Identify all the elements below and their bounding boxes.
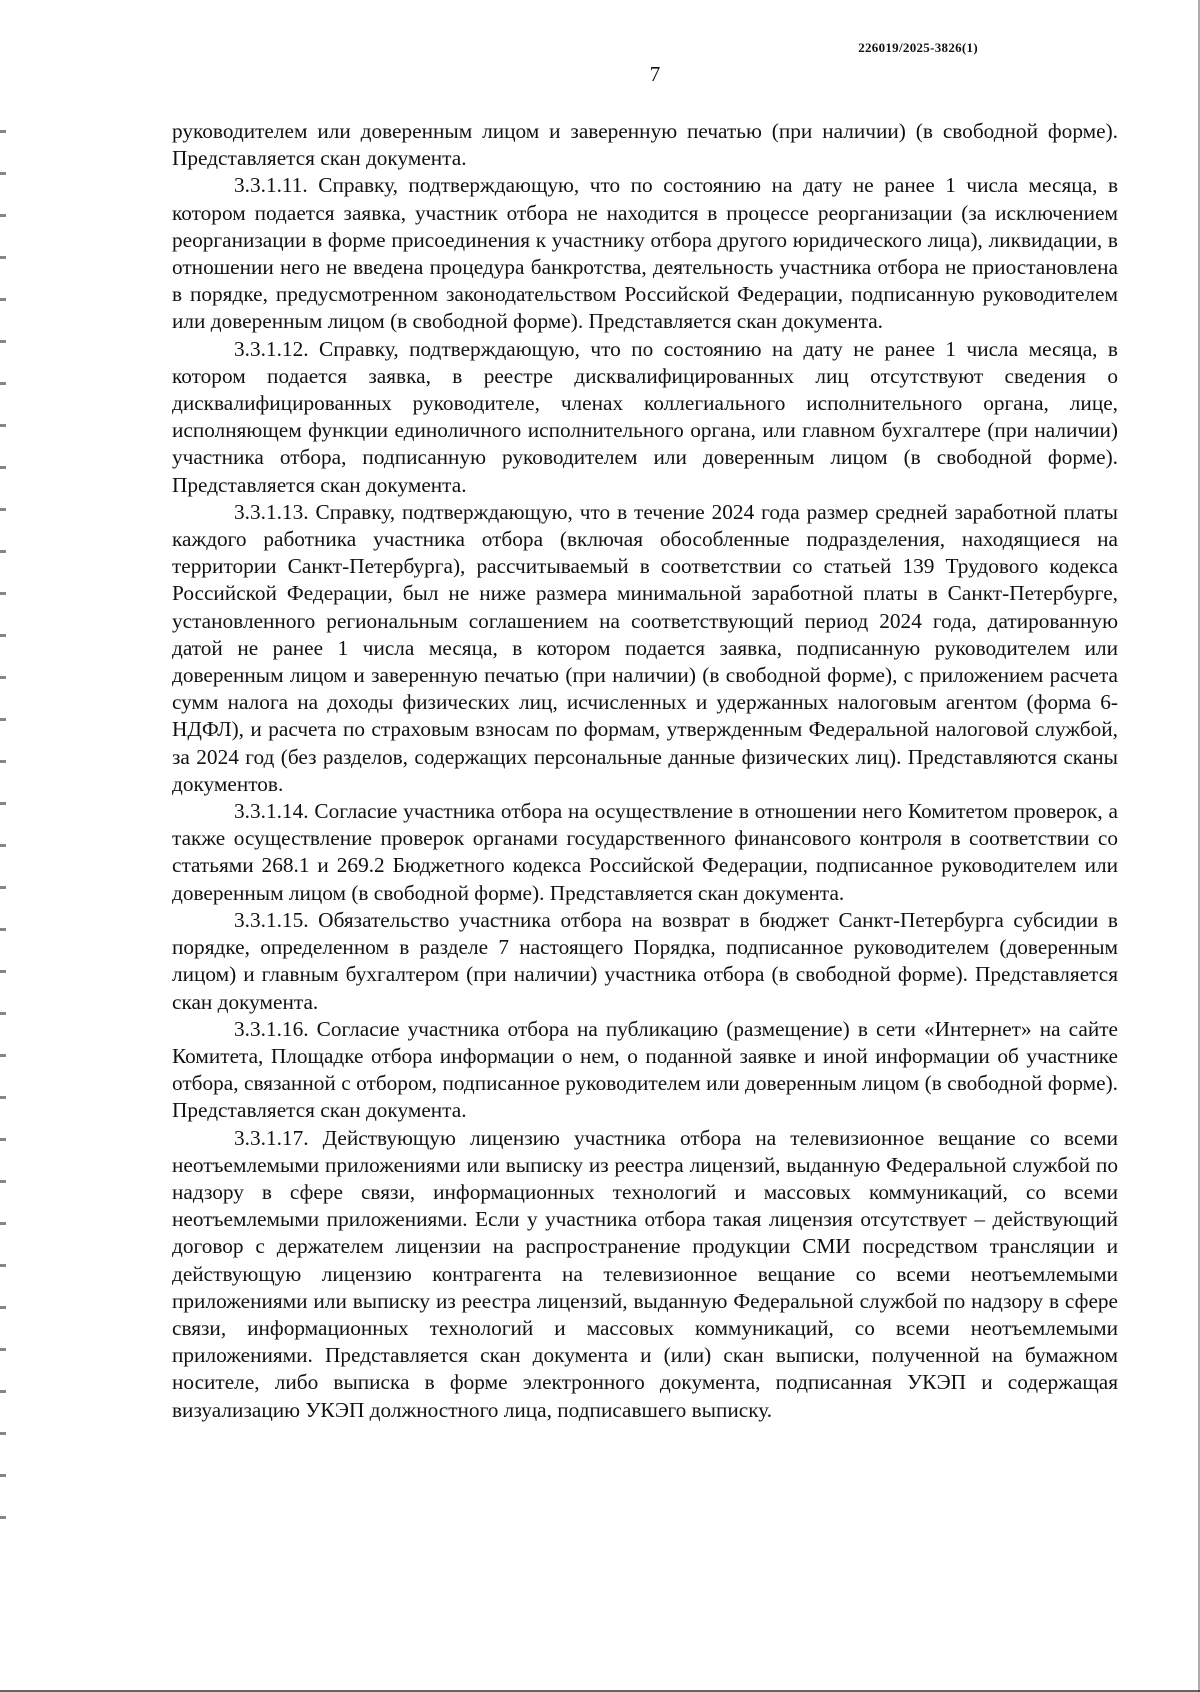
paragraph-3-3-1-11: 3.3.1.11. Справку, подтверждающую, что по состоянию на дату не ранее 1 числа месяца, в котором подается заявка, участник отбора не находится в процессе реорганизации (за исключением реорганизации в форме присоединения к участнику отбора другого юридического лица), ликвидации, в отношении него не введена процедура банкротства, деятельность участника отбора не приостановлена в порядке, предусмотренном законодательством Российской Федерации, подписанную руководителем или доверенным лицом (в свободной форме). Представляется скан документа.	[172, 173, 1118, 334]
paragraph-3-3-1-16: 3.3.1.16. Согласие участника отбора на публикацию (размещение) в сети «Интернет» на сайте Комитета, Площадке отбора информации о нем, о поданной заявке и иной информации об участнике отбора, связанной с отбором, подписанное руководителем или доверенным лицом (в свободной форме). Представляется скан документа.	[172, 1016, 1118, 1123]
document-body	[172, 118, 1118, 1424]
scan-edge-marks	[0, 130, 6, 1550]
document-registration-number: 226019/2025-3826(1)	[858, 40, 978, 55]
paragraph-3-3-1-12: 3.3.1.12. Справку, подтверждающую, что по состоянию на дату не ранее 1 числа месяца, в котором подается заявка, в реестре дисквалифицированных лиц отсутствуют сведения о дисквалифицированных руководителе, членах коллегиального исполнительного органа, лице, исполняющем функции единоличного исполнительного органа, или главном бухгалтере (при наличии) участника отбора, подписанную руководителем или доверенным лицом (в свободной форме). Представляется скан документа.	[172, 336, 1118, 497]
paragraph-3-3-1-15: 3.3.1.15. Обязательство участника отбора на возврат в бюджет Санкт-Петербурга субсидии в порядке, определенном в разделе 7 настоящего Порядка, подписанное руководителем (доверенным лицом) и главным бухгалтером (при наличии) участника отбора (в свободной форме). Представляется скан документа.	[172, 907, 1118, 1014]
paragraph-3-3-1-13: 3.3.1.13. Справку, подтверждающую, что в течение 2024 года размер средней заработной платы каждого работника участника отбора (включая обособленные подразделения, находящиеся на территории Санкт-Петербурга), рассчитываемый в соответствии со статьей 139 Трудового кодекса Российской Федерации, был не ниже размера минимальной заработной платы в Санкт-Петербурге, установленного региональным соглашением на соответствующий период 2024 года, датированную датой не ранее 1 числа месяца, в котором подается заявка, подписанную руководителем или доверенным лицом и заверенную печатью (при наличии) (в свободной форме), с приложением расчета сумм налога на доходы физических лиц, исчисленных и удержанных налоговым агентом (форма 6-НДФЛ), и расчета по страховым взносам по формам, утвержденным Федеральной налоговой службой, за 2024 год (без разделов, содержащих персональные данные физических лиц). Представляются сканы документов.	[172, 499, 1118, 796]
paragraph-3-3-1-14: 3.3.1.14. Согласие участника отбора на осуществление в отношении него Комитетом проверок, а также осуществление проверок органами государственного финансового контроля в соответствии со статьями 268.1 и 269.2 Бюджетного кодекса Российской Федерации, подписанное руководителем или доверенным лицом (в свободной форме). Представляется скан документа.	[172, 799, 1118, 905]
paragraph-continuation: руководителем или доверенным лицом и заверенную печатью (при наличии) (в свободной форме). Представляется скан документа.	[172, 119, 1118, 171]
page-number: 7	[649, 62, 661, 86]
paragraph-3-3-1-17: 3.3.1.17. Действующую лицензию участника отбора на телевизионное вещание со всеми неотъемлемыми приложениями или выписку из реестра лицензий, выданную Федеральной службой по надзору в сфере связи, информационных технологий и массовых коммуникаций, со всеми неотъемлемыми приложениями. Если у участника отбора такая лицензия отсутствует – действующий договор с держателем лицензии на распространение продукции СМИ посредством трансляции и действующую лицензию контрагента на телевизионное вещание со всеми неотъемлемыми приложениями или выписку из реестра лицензий, выданную Федеральной службой по надзору в сфере связи, информационных технологий и массовых коммуникаций, со всеми неотъемлемыми приложениями. Представляется скан документа и (или) скан выписки, полученной на бумажном носителе, либо выписка в форме электронного документа, подписанная УКЭП и содержащая визуализацию УКЭП должностного лица, подписавшего выписку.	[172, 1125, 1118, 1422]
